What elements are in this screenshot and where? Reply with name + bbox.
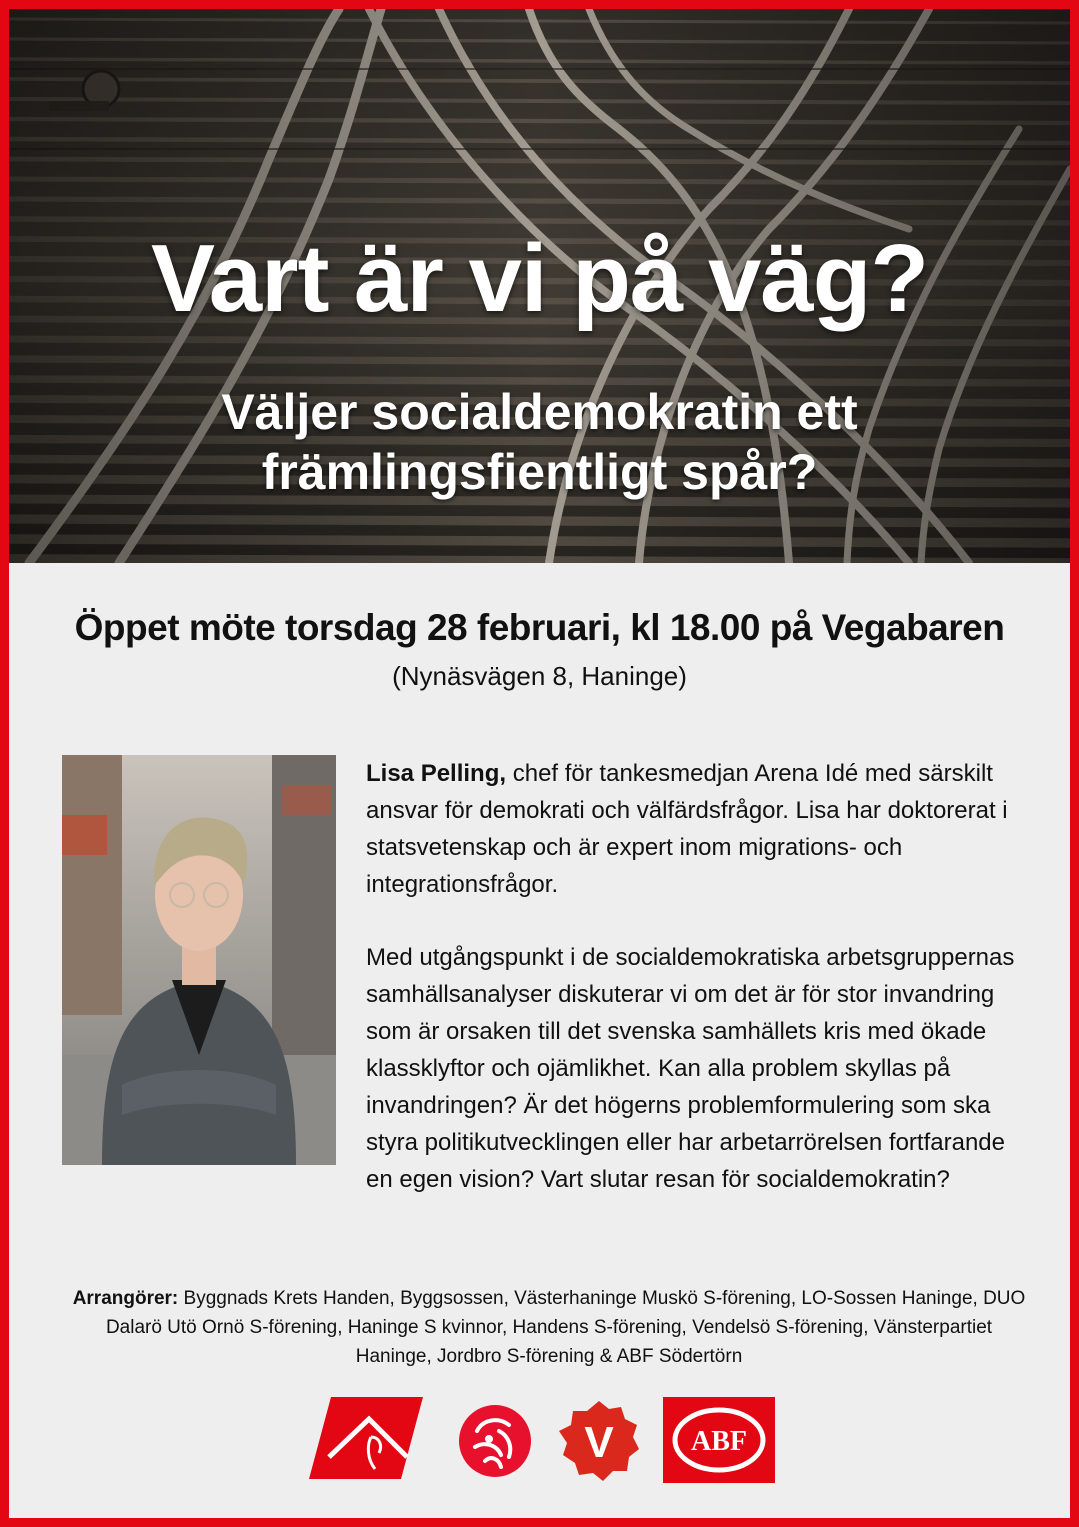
vansterpartiet-letter: V bbox=[584, 1418, 614, 1467]
abf-logo-text: ABF bbox=[691, 1426, 747, 1457]
organizers bbox=[69, 1284, 1029, 1371]
abf-logo bbox=[663, 1397, 775, 1483]
meeting-headline: Öppet möte torsdag 28 februari, kl 18.00 på Vegabaren bbox=[74, 607, 1005, 648]
speaker-name: Lisa Pelling, bbox=[366, 760, 507, 787]
subtitle-line-1: Väljer socialdemokratin ett bbox=[221, 384, 858, 440]
vansterpartiet-logo bbox=[557, 1399, 641, 1483]
meeting-description: Med utgångspunkt i de socialdemokratiska arbetsgruppernas samhällsanalyser diskuterar vi om det är för stor invandring som är orsaken till det svenska samhällets kris med ökade klassklyftor och ojämlikhet. Kan alla problem skyllas på invandringen? Är det högerns problemformulering som ska styra politikutvecklingen eller har arbetarrörelsen fortfarande en egen vision? Vart slutar resan för socialdemokratin? bbox=[366, 944, 1015, 1193]
speaker-intro bbox=[366, 755, 1036, 903]
organizers-label: Arrangörer: bbox=[72, 1288, 179, 1309]
meeting-address: (Nynäsvägen 8, Haninge) bbox=[392, 661, 687, 691]
speaker-bio bbox=[366, 755, 1036, 1198]
subtitle bbox=[9, 382, 1070, 502]
speaker-intro-text: chef för tankesmedjan Arena Idé med särskilt ansvar för demokrati och välfärdsfrågor. Lisa har doktorerat i statsvetenskap och är expert inom migrations- och integrationsfrågor. bbox=[366, 760, 1008, 898]
subtitle-line-2: främlingsfientligt spår? bbox=[261, 444, 818, 500]
organizers-list: Byggnads Krets Handen, Byggsossen, Västerhaninge Muskö S-förening, LO-Sossen Haninge, DUO Dalarö Utö Ornö S-förening, Haninge S kvinnor, Handens S-förening, Vendelsö S-förening, Vänsterpartiet Haninge, Jordbro S-förening & ABF Södertörn bbox=[105, 1288, 1026, 1367]
socialdemokraterna-rose-logo bbox=[455, 1401, 535, 1481]
speaker-photo bbox=[62, 755, 336, 1165]
logo-row bbox=[9, 1397, 1070, 1487]
hero-banner bbox=[9, 9, 1070, 563]
byggnads-logo bbox=[309, 1397, 423, 1479]
main-title: Vart är vi på väg? bbox=[150, 225, 929, 332]
